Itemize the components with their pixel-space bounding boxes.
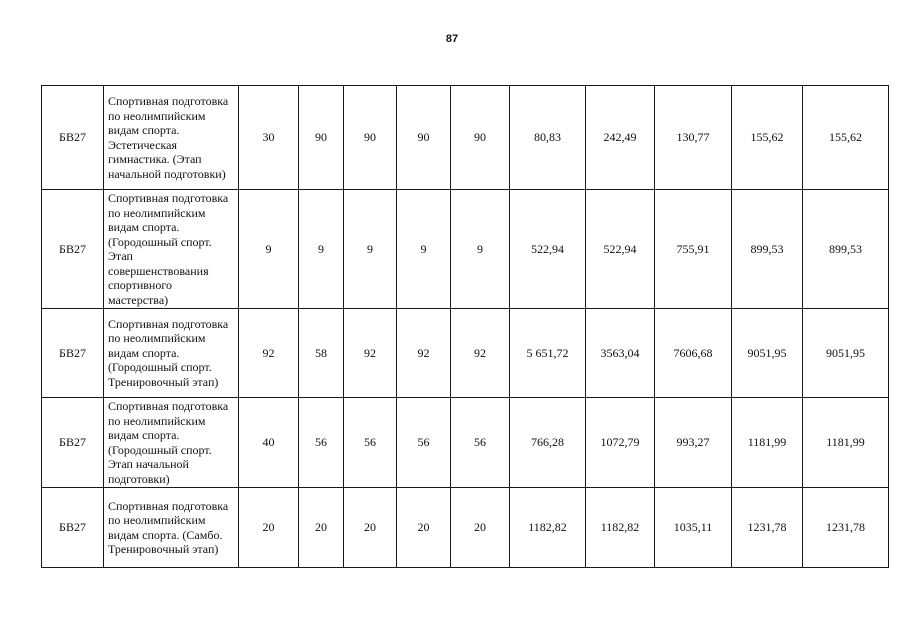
value-cell: 755,91 bbox=[655, 190, 732, 309]
value-cell: 92 bbox=[239, 309, 299, 398]
value-cell: 766,28 bbox=[510, 398, 586, 488]
value-cell: 40 bbox=[239, 398, 299, 488]
value-cell: 3563,04 bbox=[586, 309, 655, 398]
row-description-cell: Спортивная подготовка по неолимпийским видам спорта. (Самбо. Тренировочный этап) bbox=[104, 488, 239, 568]
value-cell: 1181,99 bbox=[732, 398, 803, 488]
row-description-cell: Спортивная подготовка по неолимпийским видам спорта. Эстетическая гимнастика. (Этап начальной подготовки) bbox=[104, 86, 239, 190]
data-table bbox=[41, 85, 889, 568]
value-cell: 7606,68 bbox=[655, 309, 732, 398]
row-description-cell: Спортивная подготовка по неолимпийским видам спорта. (Городошный спорт. Этап совершенствования спортивного мастерства) bbox=[104, 190, 239, 309]
value-cell: 522,94 bbox=[586, 190, 655, 309]
value-cell: 1035,11 bbox=[655, 488, 732, 568]
value-cell: 9051,95 bbox=[803, 309, 889, 398]
value-cell: 9 bbox=[344, 190, 397, 309]
value-cell: 1182,82 bbox=[586, 488, 655, 568]
value-cell: 1231,78 bbox=[803, 488, 889, 568]
value-cell: 92 bbox=[344, 309, 397, 398]
value-cell: 20 bbox=[299, 488, 344, 568]
row-description-cell: Спортивная подготовка по неолимпийским видам спорта. (Городошный спорт. Этап начальной подготовки) bbox=[104, 398, 239, 488]
value-cell: 80,83 bbox=[510, 86, 586, 190]
value-cell: 9 bbox=[299, 190, 344, 309]
table-row bbox=[42, 309, 889, 398]
value-cell: 1182,82 bbox=[510, 488, 586, 568]
value-cell: 92 bbox=[451, 309, 510, 398]
value-cell: 20 bbox=[397, 488, 451, 568]
value-cell: 522,94 bbox=[510, 190, 586, 309]
value-cell: 9 bbox=[451, 190, 510, 309]
value-cell: 30 bbox=[239, 86, 299, 190]
value-cell: 90 bbox=[451, 86, 510, 190]
value-cell: 56 bbox=[397, 398, 451, 488]
page-number: 87 bbox=[445, 33, 459, 45]
value-cell: 90 bbox=[299, 86, 344, 190]
value-cell: 58 bbox=[299, 309, 344, 398]
row-description-cell: Спортивная подготовка по неолимпийским видам спорта. (Городошный спорт. Тренировочный этап) bbox=[104, 309, 239, 398]
table-row bbox=[42, 398, 889, 488]
row-code-cell: БВ27 bbox=[42, 309, 104, 398]
value-cell: 20 bbox=[239, 488, 299, 568]
value-cell: 90 bbox=[344, 86, 397, 190]
value-cell: 1231,78 bbox=[732, 488, 803, 568]
value-cell: 20 bbox=[451, 488, 510, 568]
table-row bbox=[42, 86, 889, 190]
row-code-cell: БВ27 bbox=[42, 86, 104, 190]
value-cell: 9 bbox=[239, 190, 299, 309]
value-cell: 1072,79 bbox=[586, 398, 655, 488]
value-cell: 993,27 bbox=[655, 398, 732, 488]
row-code-cell: БВ27 bbox=[42, 398, 104, 488]
value-cell: 899,53 bbox=[732, 190, 803, 309]
table-body bbox=[42, 86, 889, 568]
value-cell: 130,77 bbox=[655, 86, 732, 190]
table-row bbox=[42, 488, 889, 568]
value-cell: 90 bbox=[397, 86, 451, 190]
value-cell: 899,53 bbox=[803, 190, 889, 309]
table-row bbox=[42, 190, 889, 309]
value-cell: 20 bbox=[344, 488, 397, 568]
value-cell: 155,62 bbox=[803, 86, 889, 190]
row-code-cell: БВ27 bbox=[42, 190, 104, 309]
value-cell: 242,49 bbox=[586, 86, 655, 190]
value-cell: 56 bbox=[451, 398, 510, 488]
row-code-cell: БВ27 bbox=[42, 488, 104, 568]
value-cell: 56 bbox=[299, 398, 344, 488]
value-cell: 56 bbox=[344, 398, 397, 488]
value-cell: 92 bbox=[397, 309, 451, 398]
value-cell: 9051,95 bbox=[732, 309, 803, 398]
value-cell: 155,62 bbox=[732, 86, 803, 190]
value-cell: 5 651,72 bbox=[510, 309, 586, 398]
value-cell: 9 bbox=[397, 190, 451, 309]
value-cell: 1181,99 bbox=[803, 398, 889, 488]
